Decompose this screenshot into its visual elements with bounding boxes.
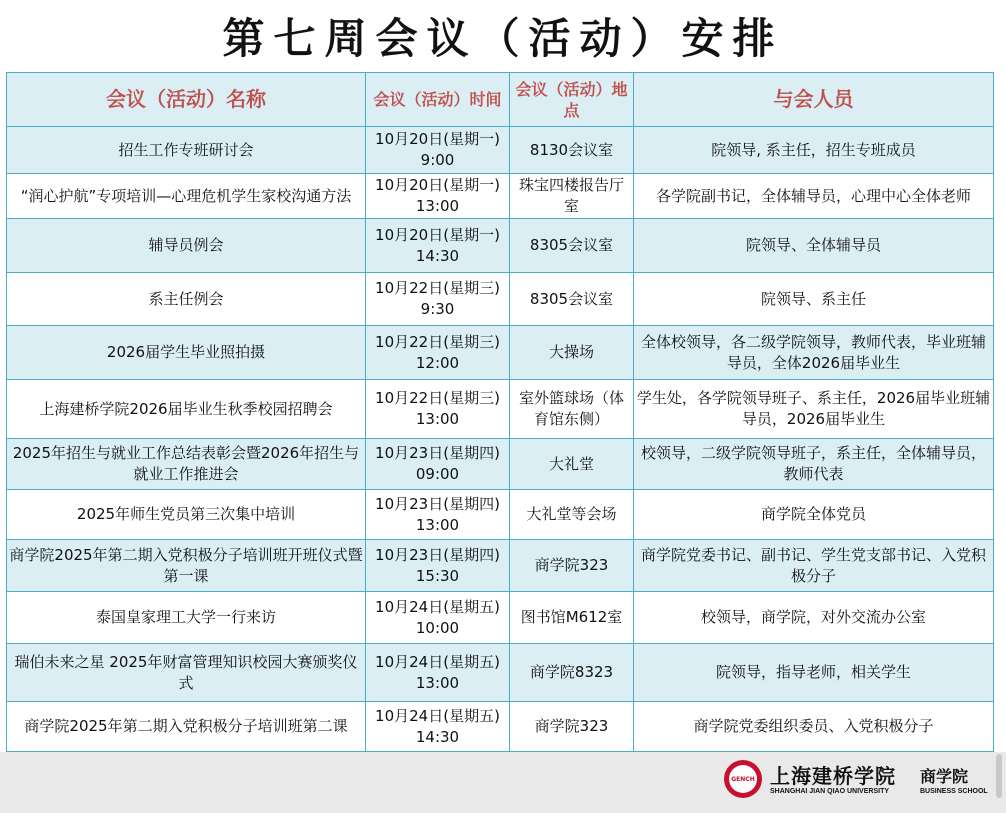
cell-name: “润心护航”专项培训—心理危机学生家校沟通方法 <box>7 174 366 219</box>
cell-time <box>366 326 510 380</box>
cell-name: 2026届学生毕业照拍摄 <box>7 326 366 380</box>
table-row <box>7 127 994 174</box>
cell-clock: 12:00 <box>415 353 460 372</box>
cell-place: 商学院323 <box>510 540 634 592</box>
cell-place: 大礼堂 <box>510 439 634 490</box>
cell-clock: 09:00 <box>415 465 460 483</box>
table-row <box>7 644 994 702</box>
cell-date: 10月22日(星期三) <box>375 332 500 351</box>
header-attendees: 与会人员 <box>634 73 994 127</box>
cell-date: 10月23日(星期四) <box>375 494 500 513</box>
cell-clock: 14:30 <box>415 246 460 265</box>
page-title: 第七周会议（活动）安排 <box>222 14 784 63</box>
logo-en-school: BUSINESS SCHOOL <box>920 788 988 795</box>
university-seal-icon <box>724 760 762 798</box>
cell-name: 商学院2025年第二期入党积极分子培训班第二课 <box>7 702 366 752</box>
cell-attendees: 各学院副书记，全体辅导员，心理中心全体老师 <box>634 174 994 219</box>
table-row <box>7 592 994 644</box>
cell-name: 2025年招生与就业工作总结表彰会暨2026年招生与就业工作推进会 <box>7 439 366 490</box>
cell-place: 8305会议室 <box>510 219 634 273</box>
table-row <box>7 219 994 273</box>
cell-place: 大礼堂等会场 <box>510 490 634 540</box>
cell-place: 商学院323 <box>510 702 634 752</box>
table-row <box>7 490 994 540</box>
cell-clock: 9:30 <box>420 300 455 318</box>
cell-clock: 13:00 <box>415 410 460 428</box>
cell-date: 10月20日(星期一) <box>375 176 500 194</box>
cell-clock: 15:30 <box>415 566 460 585</box>
cell-attendees: 院领导，指导老师，相关学生 <box>634 644 994 702</box>
cell-attendees: 校领导，二级学院领导班子，系主任，全体辅导员，教师代表 <box>634 439 994 490</box>
table-row <box>7 439 994 490</box>
cell-attendees: 院领导, 系主任，招生专班成员 <box>634 127 994 174</box>
cell-date: 10月22日(星期三) <box>375 279 500 297</box>
cell-attendees: 学生处，各学院领导班子、系主任，2026届毕业班辅导员，2026届毕业生 <box>634 380 994 439</box>
cell-name: 辅导员例会 <box>7 219 366 273</box>
table-row <box>7 702 994 752</box>
cell-clock: 14:30 <box>415 727 460 746</box>
cell-place: 大操场 <box>510 326 634 380</box>
cell-name: 上海建桥学院2026届毕业生秋季校园招聘会 <box>7 380 366 439</box>
cell-time <box>366 219 510 273</box>
cell-clock: 9:00 <box>420 151 455 169</box>
table-row <box>7 540 994 592</box>
logo-en-university: SHANGHAI JIAN QIAO UNIVERSITY <box>770 788 890 795</box>
cell-place: 珠宝四楼报告厅室 <box>510 174 634 219</box>
cell-date: 10月24日(星期五) <box>375 652 500 671</box>
cell-clock: 13:00 <box>415 673 460 692</box>
cell-time <box>366 702 510 752</box>
table-body <box>7 127 994 752</box>
cell-place: 室外篮球场（体育馆东侧） <box>510 380 634 439</box>
table-row <box>7 326 994 380</box>
cell-date: 10月23日(星期四) <box>375 444 500 462</box>
table-row <box>7 273 994 326</box>
cell-time <box>366 540 510 592</box>
cell-attendees: 校领导，商学院，对外交流办公室 <box>634 592 994 644</box>
school-logo <box>724 760 1000 802</box>
seal-text: GENCH <box>729 765 757 793</box>
cell-attendees: 商学院党委书记、副书记、学生党支部书记、入党积极分子 <box>634 540 994 592</box>
cell-name: 商学院2025年第二期入党积极分子培训班开班仪式暨第一课 <box>7 540 366 592</box>
cell-time <box>366 380 510 439</box>
cell-date: 10月22日(星期三) <box>375 389 500 407</box>
cell-place: 8130会议室 <box>510 127 634 174</box>
table-row <box>7 174 994 219</box>
cell-name: 2025年师生党员第三次集中培训 <box>7 490 366 540</box>
cell-place: 8305会议室 <box>510 273 634 326</box>
schedule-table <box>6 72 994 752</box>
cell-date: 10月20日(星期一) <box>375 225 500 244</box>
cell-clock: 13:00 <box>415 515 460 534</box>
cell-attendees: 院领导、全体辅导员 <box>634 219 994 273</box>
cell-time <box>366 490 510 540</box>
cell-date: 10月24日(星期五) <box>375 706 500 725</box>
cell-name: 瑞伯未来之星 2025年财富管理知识校园大赛颁奖仪式 <box>7 644 366 702</box>
cell-attendees: 商学院党委组织委员、入党积极分子 <box>634 702 994 752</box>
cell-time <box>366 127 510 174</box>
header-time: 会议（活动）时间 <box>366 73 510 127</box>
cell-date: 10月24日(星期五) <box>375 597 500 616</box>
header-place: 会议（活动）地点 <box>510 73 634 127</box>
cell-name: 系主任例会 <box>7 273 366 326</box>
header-name: 会议（活动）名称 <box>7 73 366 127</box>
cell-date: 10月23日(星期四) <box>375 545 500 564</box>
cell-name: 招生工作专班研讨会 <box>7 127 366 174</box>
cell-clock: 13:00 <box>415 197 460 215</box>
cell-time <box>366 644 510 702</box>
cell-attendees: 商学院全体党员 <box>634 490 994 540</box>
logo-cn-university: 上海建桥学院 <box>770 764 896 788</box>
cell-attendees: 全体校领导，各二级学院领导，教师代表，毕业班辅导员，全体2026届毕业生 <box>634 326 994 380</box>
cell-clock: 10:00 <box>415 618 460 637</box>
cell-time <box>366 273 510 326</box>
cell-time <box>366 592 510 644</box>
cell-time <box>366 174 510 219</box>
cell-place: 商学院8323 <box>510 644 634 702</box>
cell-date: 10月20日(星期一) <box>375 130 500 148</box>
table-row <box>7 380 994 439</box>
logo-cn-school: 商学院 <box>920 767 969 786</box>
cell-name: 泰国皇家理工大学一行来访 <box>7 592 366 644</box>
cell-place: 图书馆M612室 <box>510 592 634 644</box>
cell-attendees: 院领导、系主任 <box>634 273 994 326</box>
cell-time <box>366 439 510 490</box>
table-header-row <box>7 73 994 127</box>
